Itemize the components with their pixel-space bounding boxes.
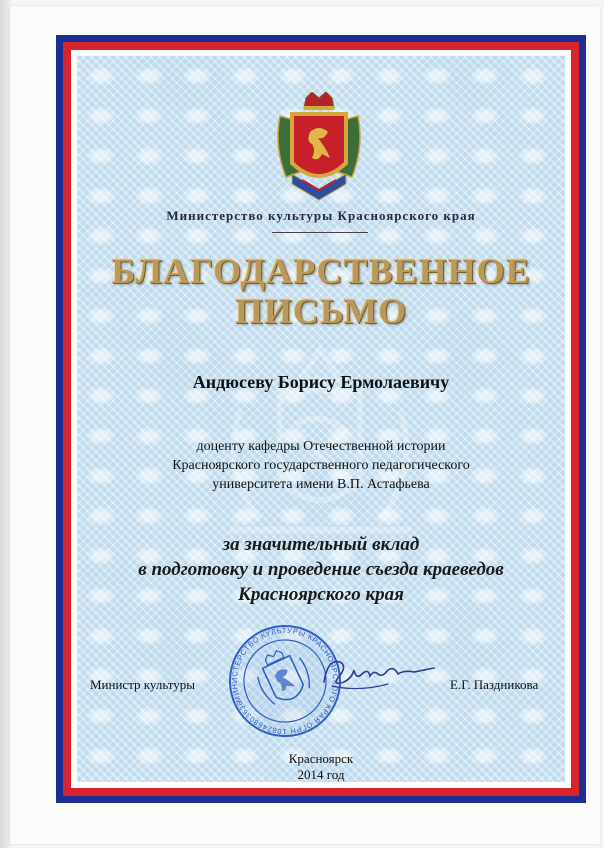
position-line: Красноярского государственного педагогического xyxy=(172,458,470,473)
award-reason xyxy=(77,532,565,607)
ministry-name: Министерство культуры Красноярского края xyxy=(166,208,476,223)
handwritten-signature xyxy=(318,648,438,698)
reason-line: в подготовку и проведение съезда краеведов xyxy=(138,559,504,580)
recipient-position xyxy=(77,437,565,494)
signatory-name: Е.Г. Паздникова xyxy=(450,677,539,692)
document-title-line-1: БЛАГОДАРСТВЕННОЕ xyxy=(111,251,531,291)
signatory-role: Министр культуры xyxy=(90,677,196,692)
place-city: Красноярск xyxy=(288,751,354,766)
ministry-underline xyxy=(272,232,368,233)
recipient-name: Андюсеву Борису Ермолаевичу xyxy=(192,372,450,392)
reason-line: Красноярского края xyxy=(238,584,404,605)
position-line: университета имени В.П. Астафьева xyxy=(212,477,430,492)
document-year: 2014 год xyxy=(297,767,345,782)
svg-text:МИНИСТЕРСТВО КУЛЬТУРЫ КРАСНОЯР: МИНИСТЕРСТВО КУЛЬТУРЫ КРАСНОЯРСКОГО КРАЯ ОГРН 1082468036362 xyxy=(229,625,341,737)
reason-line: за значительный вклад xyxy=(222,534,420,555)
position-line: доценту кафедры Отечественной истории xyxy=(196,439,446,454)
coat-of-arms-icon xyxy=(272,92,366,202)
document-title-line-2: ПИСЬМО xyxy=(234,291,408,331)
place-and-year xyxy=(77,751,565,783)
